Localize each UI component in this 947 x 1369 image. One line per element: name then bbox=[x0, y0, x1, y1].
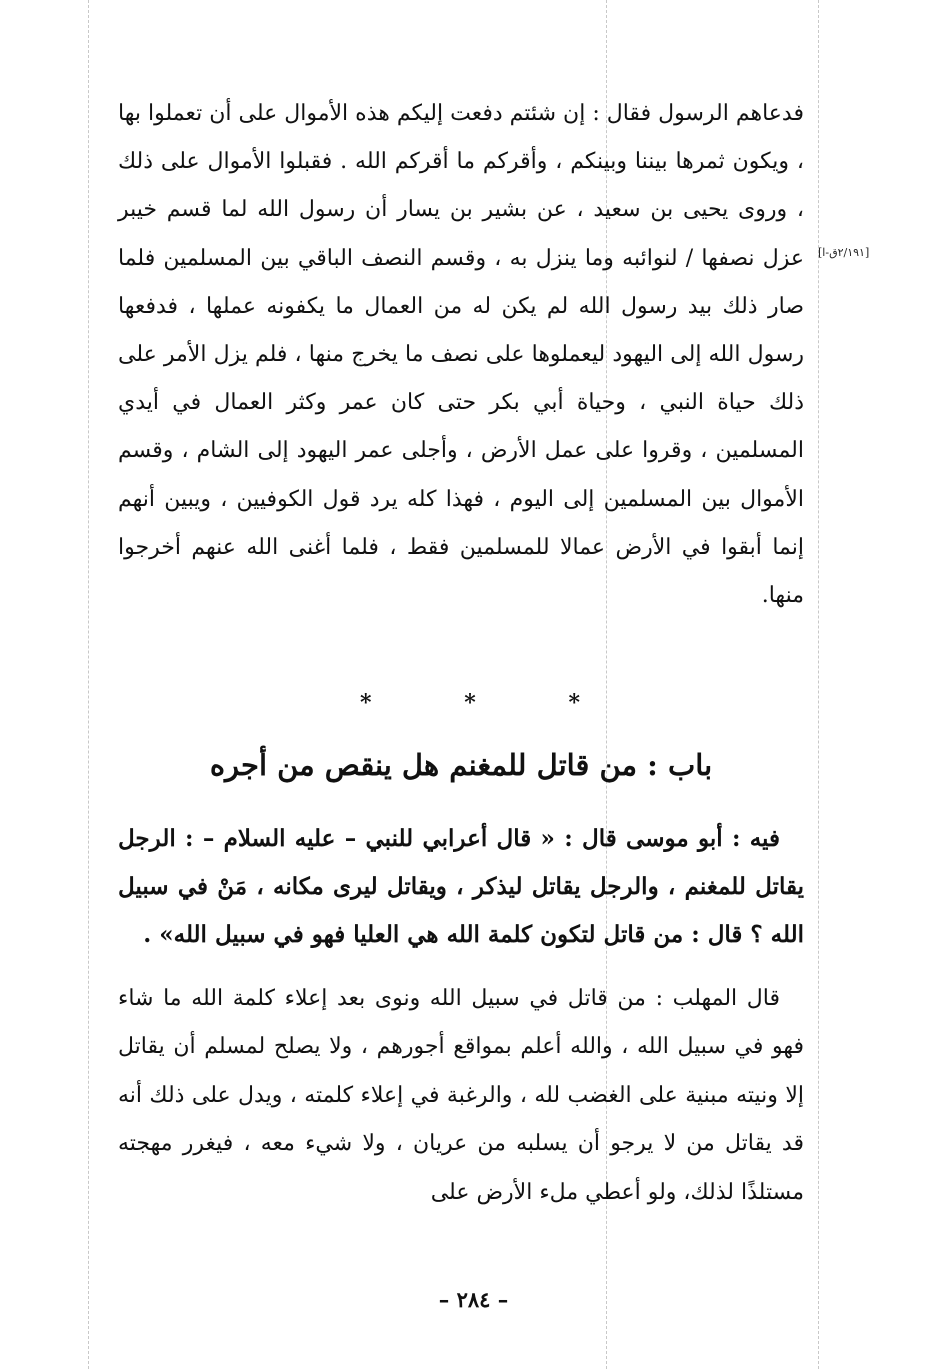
section-separator bbox=[360, 690, 580, 716]
hadith-text: فيه : أبو موسى قال : « قال أعرابي للنبي – عليه السلام – : الرجل يقاتل للمغنم ، والرجل يقاتل ليذكر ، ويقاتل ليرى مكانه ، مَنْ في سبيل الله ؟ قال : من قاتل لتكون كلمة الله هي العليا فهو في سبيل الله» . bbox=[118, 825, 804, 948]
scan-guide-line-left bbox=[88, 0, 89, 1369]
separator-star: * bbox=[464, 690, 476, 716]
chapter-title: باب : من قاتل للمغنم هل ينقص من أجره bbox=[209, 748, 713, 782]
margin-manuscript-reference: [٢/١٩١ق-ا] bbox=[818, 246, 870, 259]
separator-star: * bbox=[360, 690, 372, 716]
scan-guide-line-right bbox=[818, 0, 819, 1369]
body-paragraph-2: قال المهلب : من قاتل في سبيل الله ونوى بعد إعلاء كلمة الله ما شاء فهو في سبيل الله ، والله أعلم بمواقع أجورهم ، ولا يصلح لمسلم أن يقاتل إلا ونيته مبنية على الغضب لله ، والرغبة في إعلاء كلمته ، ويدل على ذلك أنه قد يقاتل من لا يرجو أن يسلبه من عريان ، ولا شيء معه ، فيغرر مهجته مستلذًا لذلك، ولو أعطي ملء الأرض على bbox=[118, 986, 804, 1205]
body-paragraph-1: فدعاهم الرسول فقال : إن شئتم دفعت إليكم هذه الأموال على أن تعملوا بها ، ويكون ثمرها بيننا وبينكم ، وأقركم ما أقركم الله . فقبلوا الأموال على ذلك ، وروى يحيى بن سعيد ، عن بشير بن يسار أن رسول الله لما قسم خيبر عزل نصفها / لنوائبه وما ينزل به ، وقسم النصف الباقي بين المسلمين فلما صار ذلك بيد رسول الله لم يكن له من العمال ما يكفونه عملها ، فدفعها رسول الله إلى اليهود ليعملوها على نصف ما يخرج منها ، فلم يزل الأمر على ذلك حياة النبي ، وحياة أبي بكر حتى كان عمر وكثر العمال في أيدي المسلمين ، وقروا على عمل الأرض ، وأجلى عمر اليهود إلى الشام ، وقسم الأموال بين المسلمين إلى اليوم ، فهذا كله يرد قول الكوفيين ، ويبين أنهم إنما أبقوا في الأرض عمالا للمسلمين فقط ، فلما أغنى الله عنهم أخرجوا منها. bbox=[118, 101, 805, 609]
separator-star: * bbox=[568, 690, 580, 716]
page-number: – ٢٨٤ – bbox=[438, 1287, 509, 1312]
